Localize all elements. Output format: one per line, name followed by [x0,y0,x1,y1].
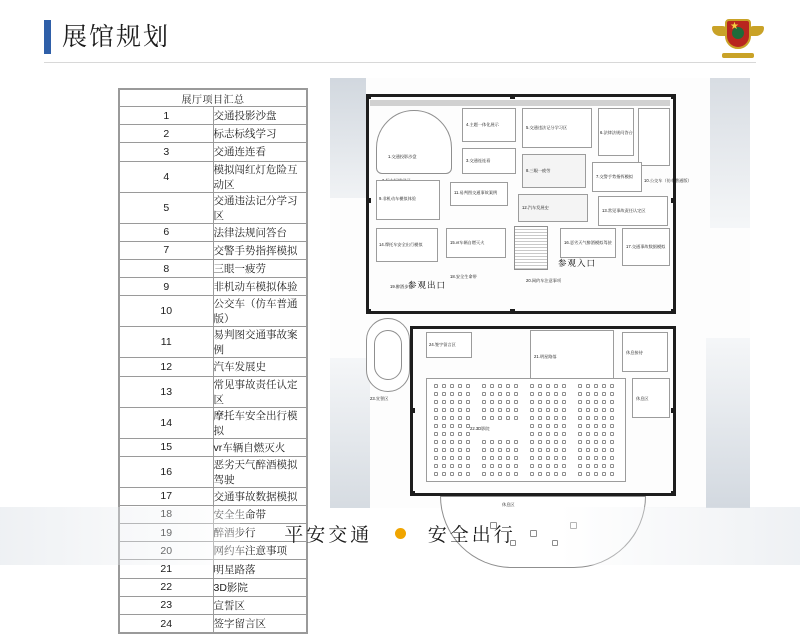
row-number: 14 [120,407,214,438]
table-row [120,192,307,223]
page-title: 展馆规划 [62,23,171,51]
table-row [120,125,307,143]
plan-exit-label: 参观出口 [408,280,447,290]
row-number: 7 [120,241,214,259]
table-row [120,223,307,241]
row-number: 15 [120,438,214,456]
table-row [120,241,307,259]
row-number: 13 [120,376,214,407]
row-label: 汽车发展史 [213,358,307,376]
header-divider [44,62,756,63]
row-label: 三眼一疲劳 [213,259,307,277]
row-label: 公交车（仿车普通版） [213,296,307,327]
row-number: 20 [120,542,214,560]
row-label: 网约车注意事项 [213,542,307,560]
table-row [120,615,307,633]
row-label: 模拟闯红灯危险互动区 [213,161,307,192]
table-row [120,578,307,596]
row-number: 8 [120,259,214,277]
row-number: 22 [120,578,214,596]
footer-slogan [0,520,800,547]
table-row [120,456,307,487]
table-row [120,487,307,505]
footer-left-text: 平安交通 [284,525,373,546]
table-row [120,296,307,327]
row-label: 交通违法记分学习区 [213,192,307,223]
table-row [120,107,307,125]
row-number: 24 [120,615,214,633]
row-number: 17 [120,487,214,505]
row-number: 3 [120,143,214,161]
row-label: 交通事故数据模拟 [213,487,307,505]
table-row [120,358,307,376]
row-label: 宣誓区 [213,596,307,614]
table-row [120,259,307,277]
table-row [120,327,307,358]
table-row [120,438,307,456]
footer-dot-icon [395,528,406,539]
row-number: 5 [120,192,214,223]
footer-right-text: 安全出行 [427,525,516,546]
row-label: 摩托车安全出行模拟 [213,407,307,438]
row-label: 易判图交通事故案例 [213,327,307,358]
row-label: 签字留言区 [213,615,307,633]
table-row [120,278,307,296]
row-label: 醉酒步行 [213,524,307,542]
table-row [120,161,307,192]
row-label: 交通连连看 [213,143,307,161]
table-row [120,596,307,614]
row-label: 交警手势指挥模拟 [213,241,307,259]
row-number: 4 [120,161,214,192]
row-label: 明星路落 [213,560,307,578]
row-label: 常见事故责任认定区 [213,376,307,407]
row-number: 19 [120,524,214,542]
row-label: 3D影院 [213,578,307,596]
row-label: 标志标线学习 [213,125,307,143]
title-accent-bar [44,20,51,54]
row-label: vr车辆自燃灭火 [213,438,307,456]
table-row [120,407,307,438]
row-number: 23 [120,596,214,614]
row-number: 11 [120,327,214,358]
row-label: 法律法规问答台 [213,223,307,241]
row-label: 非机动车模拟体验 [213,278,307,296]
row-label: 安全生命带 [213,505,307,523]
floor-plan-image: 1.交通投影沙盘 4.主题一体化展示 5.交通违法记分学习区 6.法律法规问答台 3.交通连连看 8.三眼一疲劳 7.交警手势指挥模拟 10.公交车（仿车普通版） 9.非机动车模拟体验 11.易判图交通事故案例 12.汽车发展史 13.常见事故责任认定区 14.摩托车安全出行模拟 15.vr车辆自燃灭火 16.恶劣天气醉酒模拟驾驶 17.交通事故数据模拟 18.安全生命带 19.醉酒步行 20.网约车注意事项 参观入口 参观出口 23.宣誓区 24.签字留言区 21.明星路落 休息接待 22.3D影院 休息区 休息区 [330,78,750,508]
row-number: 1 [120,107,214,125]
table-caption: 展厅项目汇总 [120,90,307,107]
row-number: 21 [120,560,214,578]
row-label: 交通投影沙盘 [213,107,307,125]
row-number: 6 [120,223,214,241]
table-row [120,143,307,161]
row-number: 18 [120,505,214,523]
row-number: 10 [120,296,214,327]
row-number: 16 [120,456,214,487]
plan-entrance-label: 参观入口 [558,258,597,268]
row-number: 2 [120,125,214,143]
table-row [120,376,307,407]
row-number: 12 [120,358,214,376]
row-label: 恶劣天气醉酒模拟驾驶 [213,456,307,487]
row-number: 9 [120,278,214,296]
police-badge-icon: ★ [712,14,764,60]
